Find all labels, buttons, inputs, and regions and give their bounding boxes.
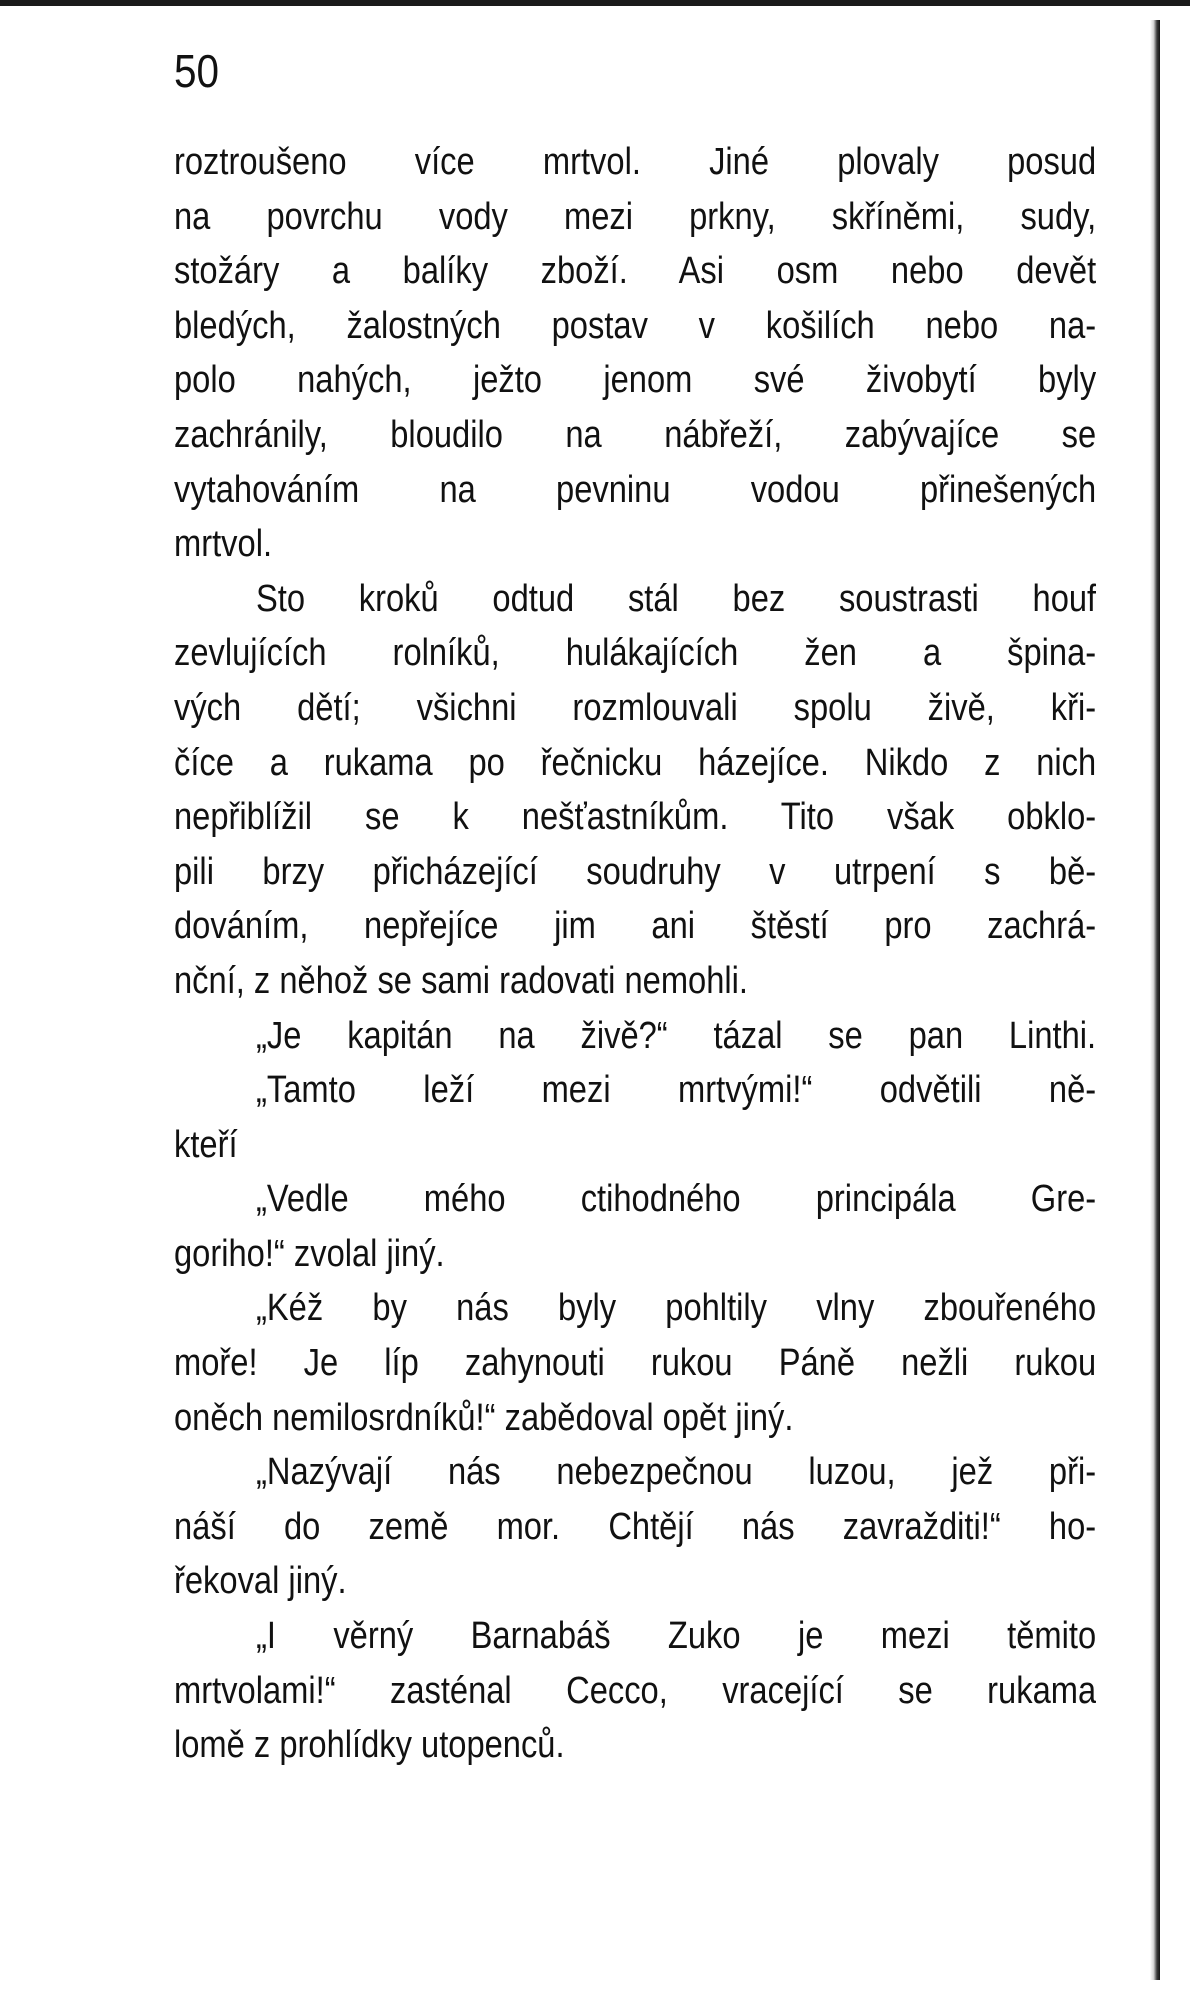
text-line: [174, 408, 1096, 463]
page-top-edge: [0, 0, 1190, 6]
text-line-content: vých dětí; všichni rozmlouvali spolu živě, kři-: [174, 686, 1096, 729]
text-line: [174, 1718, 1096, 1773]
text-line-content: řekoval jiný.: [174, 1560, 347, 1603]
text-line: [174, 244, 1096, 299]
text-line: [174, 1554, 1096, 1609]
text-line: [174, 1391, 1096, 1446]
text-line-content: číce a rukama po řečnicku házejíce. Nikdo z nich: [174, 741, 1096, 784]
text-line: [174, 845, 1096, 900]
text-line-content: „Tamto leží mezi mrtvými!“ odvětili ně-: [256, 1069, 1096, 1112]
text-line: [174, 1664, 1096, 1719]
text-line: [174, 790, 1096, 845]
page-number: 50: [174, 45, 220, 97]
text-line-content: dováním, nepřejíce jim ani štěstí pro zachrá-: [174, 905, 1096, 948]
text-line: [174, 1336, 1096, 1391]
text-line: [174, 1500, 1096, 1555]
text-line-content: goriho!“ zvolal jiný.: [174, 1232, 445, 1275]
text-line-content: nepřiblížil se k nešťastníkům. Tito však obklo-: [174, 796, 1096, 839]
text-line: [174, 626, 1096, 681]
text-line: [174, 1281, 1096, 1336]
text-line-content: Sto kroků odtud stál bez soustrasti houf: [256, 577, 1096, 620]
text-line: [174, 954, 1096, 1009]
page-binding-edge: [1150, 20, 1160, 1980]
text-line-content: „Je kapitán na živě?“ tázal se pan Linthi.: [256, 1014, 1096, 1057]
text-line: [174, 135, 1096, 190]
text-line-content: kteří: [174, 1123, 238, 1166]
text-line-content: náší do země mor. Chtějí nás zavražditi!“ ho-: [174, 1505, 1096, 1548]
text-line-content: zevlujících rolníků, hulákajících žen a špina-: [174, 632, 1096, 675]
text-line-content: „Nazývají nás nebezpečnou luzou, jež při-: [256, 1451, 1096, 1494]
text-line-content: mrtvol.: [174, 523, 273, 566]
text-line-content: moře! Je líp zahynouti rukou Páně nežli rukou: [174, 1342, 1096, 1385]
text-line: [174, 517, 1096, 572]
text-line-content: polo nahých, ježto jenom své živobytí byly: [174, 359, 1096, 402]
text-line-content: „Vedle mého ctihodného principála Gre-: [256, 1178, 1096, 1221]
text-line-content: mrtvolami!“ zasténal Cecco, vracející se rukama: [174, 1669, 1096, 1712]
text-line: [174, 736, 1096, 791]
text-line-content: nční, z něhož se sami radovati nemohli.: [174, 959, 749, 1002]
text-line: [174, 1445, 1096, 1500]
text-line: [174, 681, 1096, 736]
text-line: [174, 299, 1096, 354]
text-line-content: bledých, žalostných postav v košilích nebo na-: [174, 304, 1096, 347]
text-line-content: roztroušeno více mrtvol. Jiné plovaly posud: [174, 141, 1096, 183]
text-line: [174, 572, 1096, 627]
text-line-content: vytahováním na pevninu vodou přinešených: [174, 468, 1096, 511]
text-line: [174, 1118, 1096, 1173]
text-line: [174, 1227, 1096, 1282]
body-text: [174, 135, 1096, 1773]
text-line-content: „Kéž by nás byly pohltily vlny zbouřeného: [256, 1287, 1096, 1330]
text-line: [174, 463, 1096, 518]
text-line: [174, 190, 1096, 245]
text-line-content: lomě z prohlídky utopenců.: [174, 1724, 565, 1767]
text-line-content: stožáry a balíky zboží. Asi osm nebo devět: [174, 250, 1096, 293]
text-line: [174, 1609, 1096, 1664]
text-line-content: „I věrný Barnabáš Zuko je mezi těmito: [256, 1615, 1096, 1658]
text-line-content: na povrchu vody mezi prkny, skříněmi, sudy,: [174, 195, 1096, 238]
text-line: [174, 353, 1096, 408]
text-line: [174, 899, 1096, 954]
text-line-content: zachránily, bloudilo na nábřeží, zabývajíce se: [174, 413, 1096, 456]
text-line: [174, 1172, 1096, 1227]
text-line: [174, 1063, 1096, 1118]
text-line: [174, 1009, 1096, 1064]
text-line-content: pili brzy přicházející soudruhy v utrpení s bě-: [174, 850, 1096, 893]
text-line-content: oněch nemilosrdníků!“ zabědoval opět jiný.: [174, 1396, 794, 1439]
